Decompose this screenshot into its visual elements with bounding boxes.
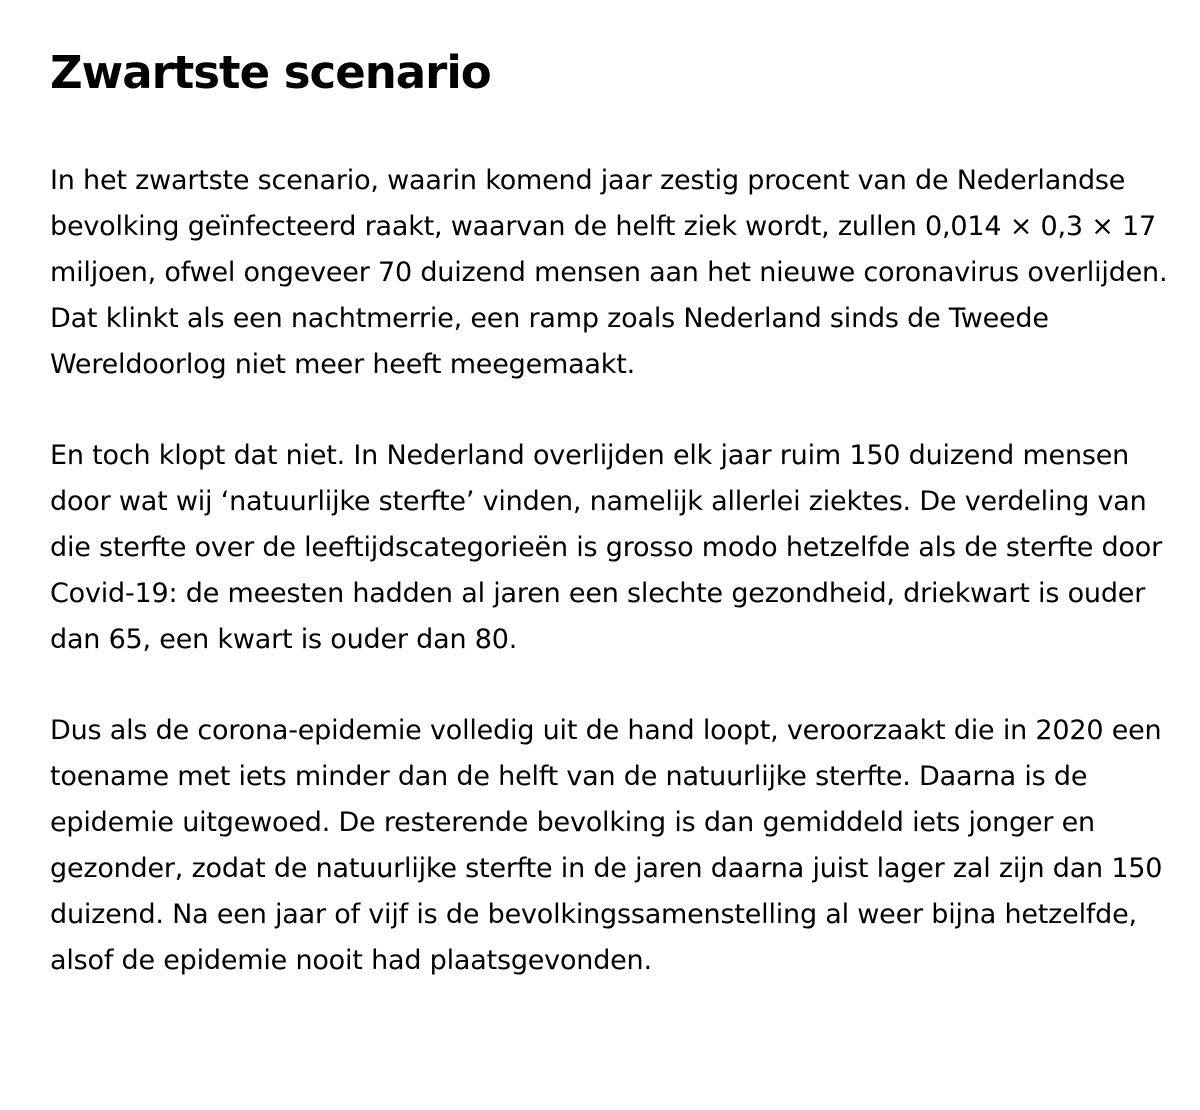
paragraph-1: In het zwartste scenario, waarin komend jaar zestig procent van de Nederlandse bevolking geïnfecteerd raakt, waarvan de helft ziek wordt, zullen 0,014 × 0,3 × 17 miljoen, ofwel ongeveer 70 duizend mensen aan het nieuwe coronavirus overlijden. Dat klinkt als een nachtmerrie, een ramp zoals Nederland sinds de Tweede Wereldoorlog niet meer heeft meegemaakt. [50, 165, 1168, 380]
paragraph-2: En toch klopt dat niet. In Nederland overlijden elk jaar ruim 150 duizend mensen door wat wij ‘natuurlijke sterfte’ vinden, namelijk allerlei ziektes. De verdeling van die sterfte over de leeftijdscategorieën is grosso modo hetzelfde als de sterfte door Covid-19: de meesten hadden al jaren een slechte gezondheid, driekwart is ouder dan 65, een kwart is ouder dan 80. [50, 440, 1162, 655]
section-heading: Zwartste scenario [50, 46, 491, 99]
paragraph-3: Dus als de corona-epidemie volledig uit de hand loopt, veroorzaakt die in 2020 een toename met iets minder dan de helft van de natuurlijke sterfte. Daarna is de epidemie uitgewoed. De resterende bevolking is dan gemiddeld iets jonger en gezonder, zodat de natuurlijke sterfte in de jaren daarna juist lager zal zijn dan 150 duizend. Na een jaar of vijf is de bevolkingssamenstelling al weer bijna hetzelfde, alsof de epidemie nooit had plaatsgevonden. [50, 715, 1163, 976]
article-body [50, 40, 1190, 984]
